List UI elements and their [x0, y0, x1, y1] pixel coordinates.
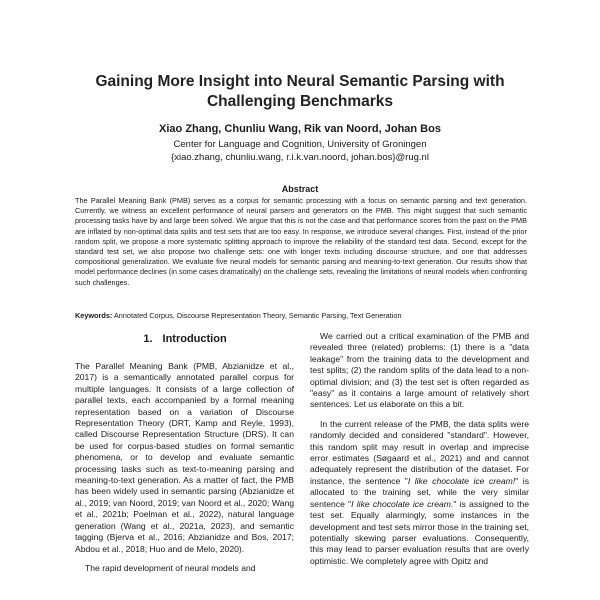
paper-title-line-1: Gaining More Insight into Neural Semantic Parsing with	[95, 73, 505, 90]
example-sentence-2: I like chocolate ice cream.	[351, 498, 454, 509]
section-title: Introduction	[162, 333, 227, 345]
left-column	[75, 361, 294, 574]
splits-text-a: In the current release of the PMB, the data splits were randomly decided and considered "standard". However, this random split may result in overlap and imprecise error estimates (Søgaard et al., 2021) and and cannot adequately represent the distribution of the dataset. For instance, the sentence "	[310, 418, 529, 486]
keywords-line	[75, 311, 527, 321]
keywords-label: Keywords:	[75, 311, 113, 320]
right-column	[310, 331, 529, 567]
intro-paragraph-1: The Parallel Meaning Bank (PMB, Abzianidze et al., 2017) is a semantically annotated parallel corpus for multiple languages. It consists of a large collection of parallel texts, each accompanied by a formal meaning representation based on a variation of Discourse Representation Theory (DRT, Kamp and Reyle, 1993), called Discourse Representation Structure (DRS). It can be used for corpus-based studies on formal semantic phenomena, or to develop and evaluate semantic processing tasks such as text-to-meaning parsing and meaning-to-text generation. As a matter of fact, the PMB has been widely used in semantic parsing (Abzianidze et al., 2019; van Noord, 2019; van Noord et al., 2020; Wang et al., 2021b; Poelman et al., 2022), natural language generation (Wang et al., 2021a, 2023), and semantic tagging (Bjerva et al., 2016; Abzianidze and Bos, 2017; Abdou et al., 2018; Huo and de Melo, 2020).	[75, 361, 294, 554]
section-heading-introduction	[75, 332, 295, 347]
abstract-text: The Parallel Meaning Bank (PMB) serves as a corpus for semantic processing with a focus on semantic parsing and text generation. Currently, we witness an excellent performance of neural parsers and generators on the PMB. This might suggest that such semantic processing tasks have by and large been solved. We argue that this is not the case and that performance scores from the past on the PMB are inflated by non-optimal data splits and test sets that are too easy. In response, we introduce several changes. First, instead of the prior random split, we propose a more systematic splitting approach to improve the reliability of the standard test data. Second, except for the standard test set, we also propose two challenge sets: one with longer texts including discourse structure, and one that addresses compositional generalization. We evaluate five neural models for semantic parsing and meaning-to-text generation. Our results show that model performance declines (in some cases dramatically) on the challenge sets, revealing the limitations of neural models when confronting such challenges.	[75, 196, 527, 287]
affiliation-block	[60, 139, 540, 164]
splits-text-c: " is assigned to the test set. Equally alarmingly, some instances in the development and test sets mirror those in the training set, potentially skewing parser evaluations. Consequently, this may lead to parser evaluation results that are overly optimistic. We completely agree with Opitz and	[310, 498, 529, 566]
intro-paragraph-problems: We carried out a critical examination of the PMB and revealed three (related) problems: (1) there is a "data leakage" from the training data to the development and test splits; (2) the random splits of the data lead to a non-optimal division; and (3) the test set is often regarded as "easy" as it contains a large amount of relatively short sentences. Let us elaborate on this a bit.	[310, 331, 529, 410]
intro-paragraph-2: The rapid development of neural models and	[85, 562, 256, 573]
author-list: Xiao Zhang, Chunliu Wang, Rik van Noord, Johan Bos	[159, 123, 441, 135]
paper-title-line-2: Challenging Benchmarks	[206, 93, 394, 110]
example-sentence-1: I like chocolate ice cream!	[407, 475, 516, 486]
keywords-list: Annotated Corpus, Discourse Representation Theory, Semantic Parsing, Text Generation	[113, 311, 402, 320]
section-number: 1.	[143, 333, 153, 345]
splits-text-b: " is allocated to the training set, while the very similar sentence "	[310, 475, 529, 509]
author-emails: {xiao.zhang, chunliu.wang, r.i.k.van.noord, johan.bos}@rug.nl	[171, 151, 429, 163]
affiliation: Center for Language and Cognition, University of Groningen	[173, 139, 427, 150]
intro-paragraph-splits	[310, 419, 529, 567]
paper-title	[60, 72, 540, 112]
abstract-heading: Abstract	[281, 184, 319, 194]
